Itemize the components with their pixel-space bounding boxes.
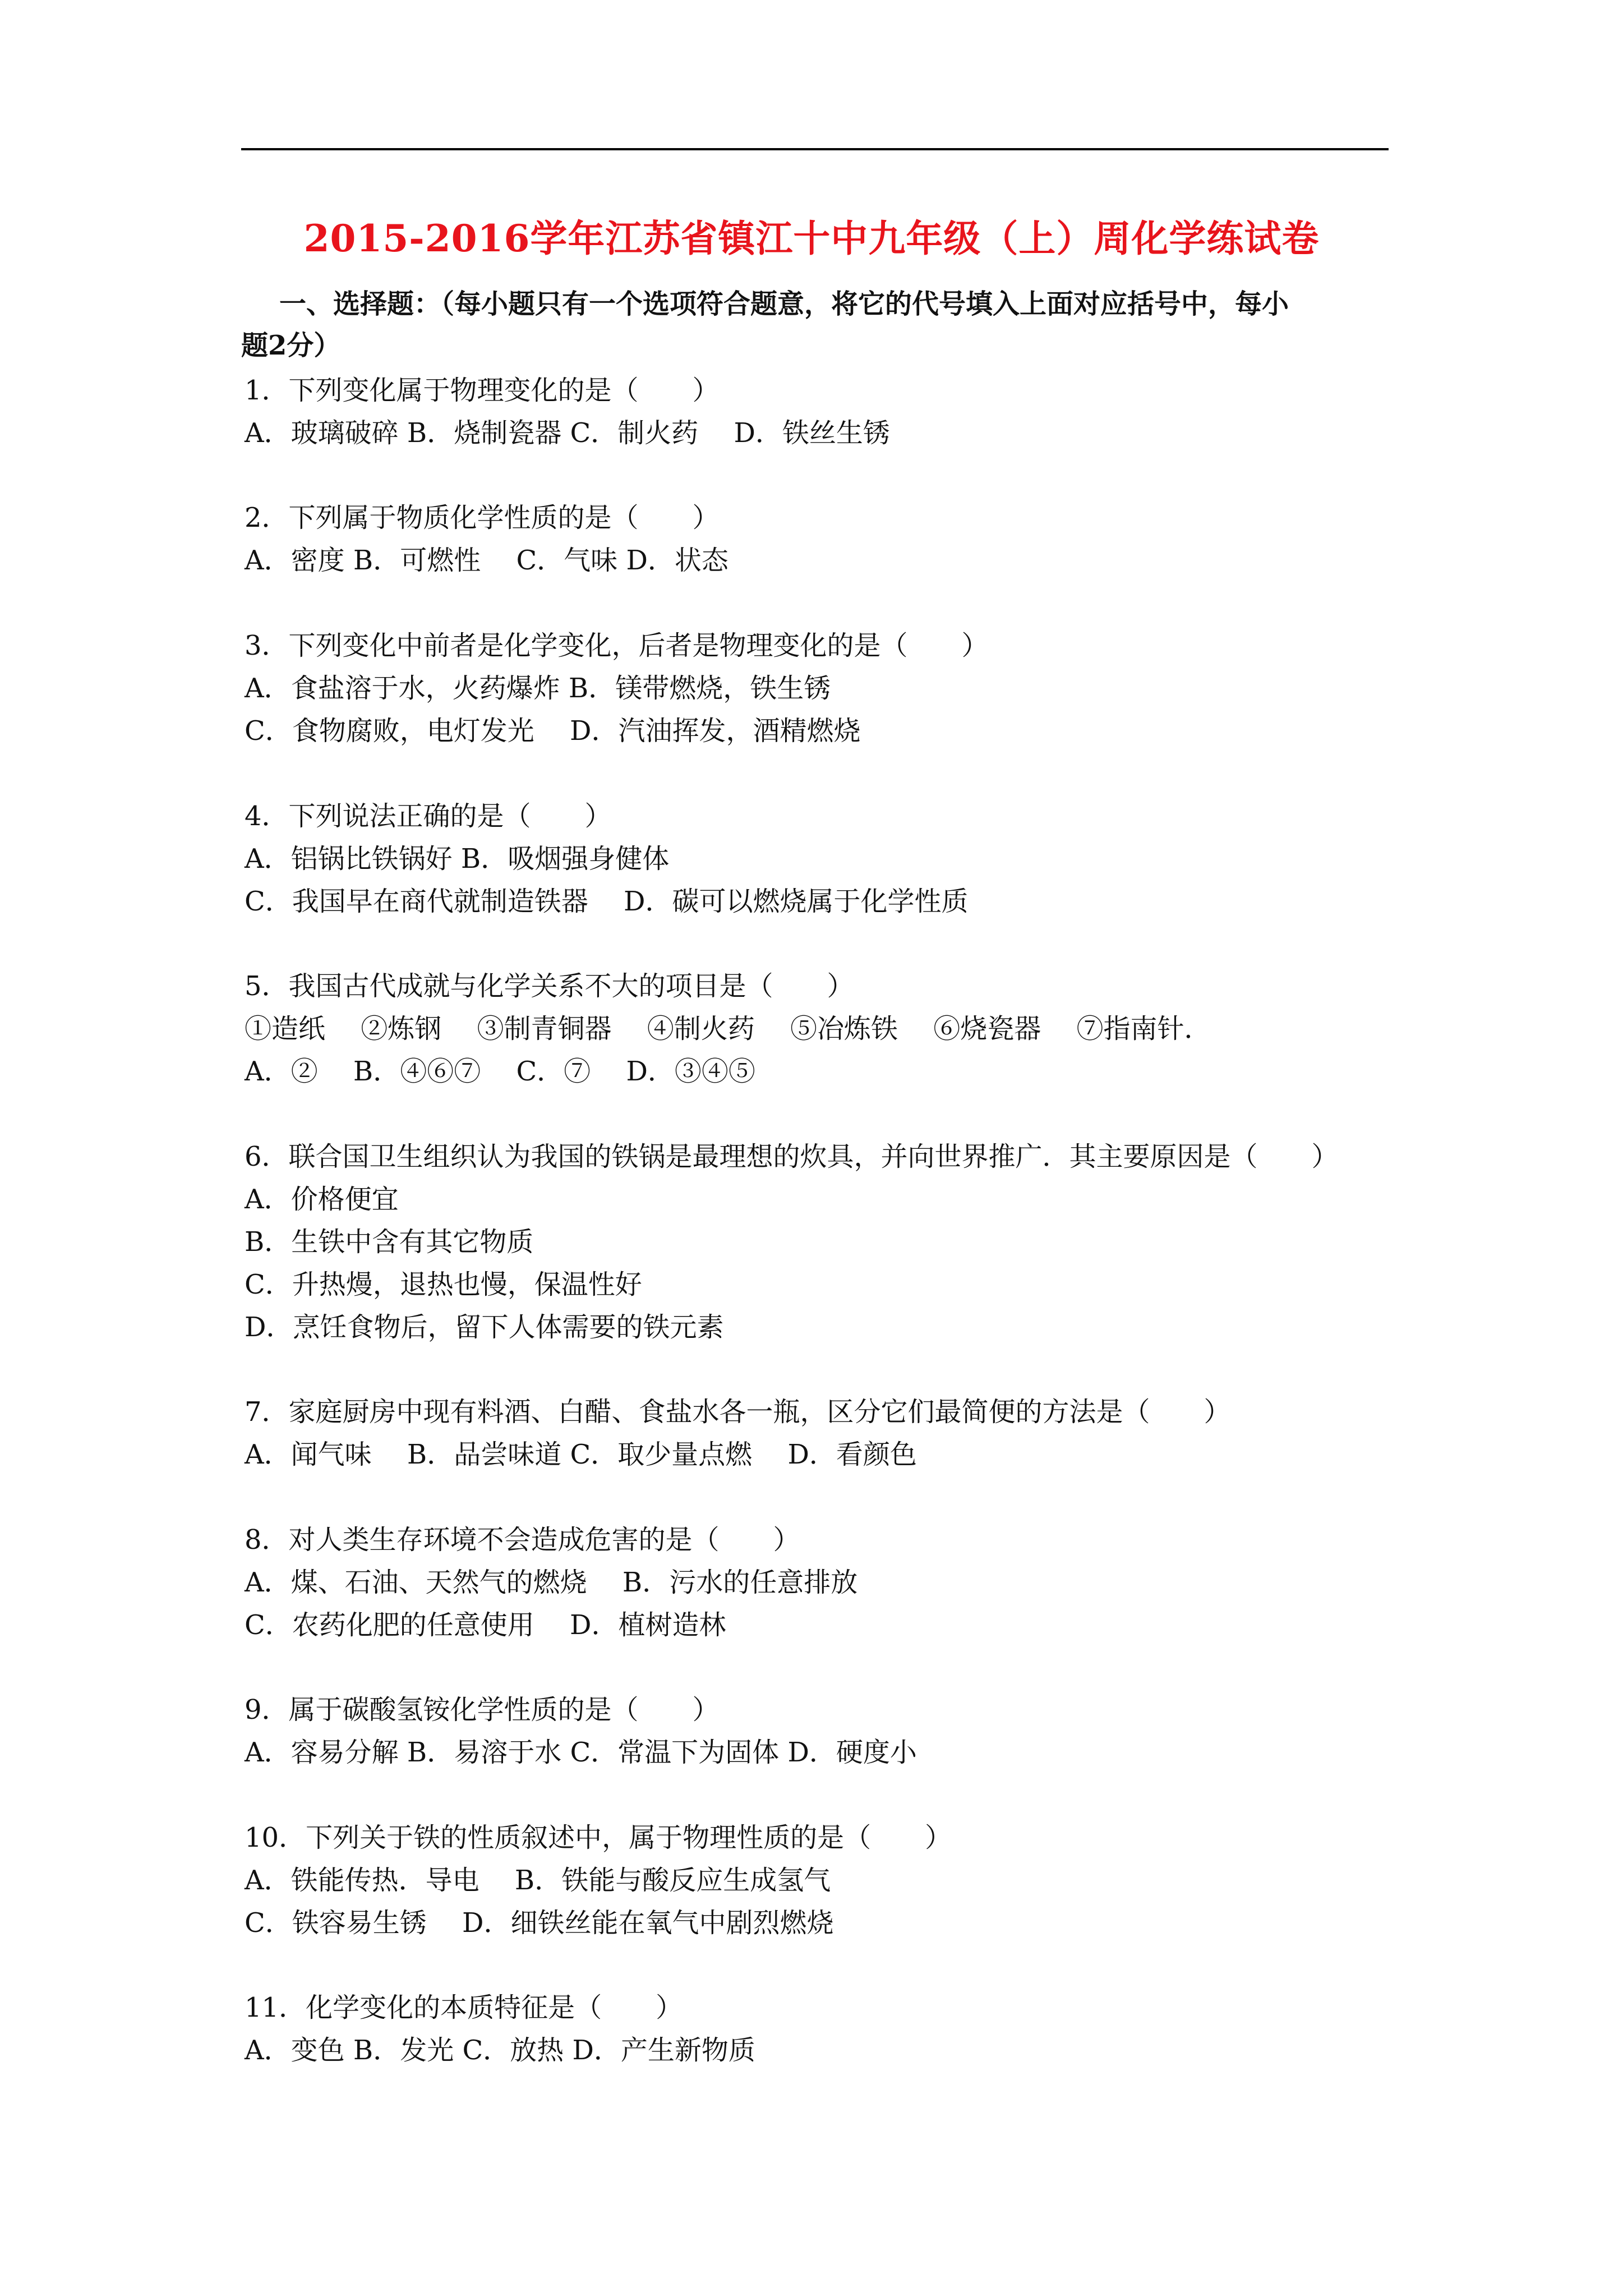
question-options: A．玻璃破碎 B．烧制瓷器 C．制火药 D．铁丝生锈: [245, 417, 890, 449]
question-11: [245, 1986, 1400, 2072]
question-7: [245, 1391, 1400, 1476]
question-options: ①造纸 ②炼钢 ③制青铜器 ④制火药 ⑤冶炼铁 ⑥烧瓷器 ⑦指南针．: [245, 1013, 1211, 1045]
question-stem: 10．下列关于铁的性质叙述中，属于物理性质的是（ ）: [245, 1822, 952, 1853]
question-6: [245, 1135, 1400, 1349]
question-options: A．② B．④⑥⑦ C．⑦ D．③④⑤: [245, 1056, 755, 1087]
question-options: C．我国早在商代就制造铁器 D．碳可以燃烧属于化学性质: [245, 886, 969, 917]
question-stem: 6．联合国卫生组织认为我国的铁锅是最理想的炊具，并向世界推广．其主要原因是（ ）: [245, 1141, 1339, 1172]
question-8: [245, 1519, 1400, 1646]
question-10: [245, 1816, 1400, 1944]
question-options: A．铁能传热．导电 B．铁能与酸反应生成氢气: [245, 1865, 831, 1896]
question-stem: 8．对人类生存环境不会造成危害的是（ ）: [245, 1524, 800, 1556]
question-5: [245, 965, 1400, 1093]
question-options: D．烹饪食物后，留下人体需要的铁元素: [245, 1312, 724, 1343]
question-stem: 4．下列说法正确的是（ ）: [245, 800, 612, 832]
question-options: A．密度 B．可燃性 C．气味 D．状态: [245, 545, 728, 576]
question-1: [245, 369, 1400, 454]
question-options: C．食物腐败，电灯发光 D．汽油挥发，酒精燃烧: [245, 715, 861, 747]
question-stem: 9．属于碳酸氢铵化学性质的是（ ）: [245, 1694, 720, 1726]
section-heading-line-2: 题2分）: [241, 330, 341, 361]
question-options: B．生铁中含有其它物质: [245, 1226, 534, 1258]
header-rule: [241, 148, 1389, 150]
question-stem: 11．化学变化的本质特征是（ ）: [245, 1992, 683, 2023]
question-options: A．食盐溶于水，火药爆炸 B．镁带燃烧，铁生锈: [245, 673, 831, 704]
section-heading: [241, 283, 1396, 366]
question-options: A．容易分解 B．易溶于水 C．常温下为固体 D．硬度小: [245, 1737, 917, 1768]
question-options: C．铁容易生锈 D．细铁丝能在氧气中剧烈燃烧: [245, 1907, 834, 1939]
question-options: C．农药化肥的任意使用 D．植树造林: [245, 1609, 726, 1641]
section-heading-line-1: 一、选择题：（每小题只有一个选项符合题意，将它的代号填入上面对应括号中，每小: [279, 288, 1289, 320]
question-options: A．煤、石油、天然气的燃烧 B．污水的任意排放: [245, 1567, 858, 1598]
question-options: A．铝锅比铁锅好 B．吸烟强身健体: [245, 843, 670, 875]
question-stem: 7．家庭厨房中现有料酒、白醋、食盐水各一瓶，区分它们最简便的方法是（ ）: [245, 1396, 1231, 1428]
question-stem: 3．下列变化中前者是化学变化，后者是物理变化的是（ ）: [245, 630, 989, 661]
question-options: A．变色 B．发光 C．放热 D．产生新物质: [245, 2035, 755, 2066]
question-stem: 5．我国古代成就与化学关系不大的项目是（ ）: [245, 970, 854, 1002]
question-9: [245, 1688, 1400, 1774]
question-4: [245, 795, 1400, 923]
page-title: 2015-2016学年江苏省镇江十中九年级（上）周化学练试卷: [303, 217, 1320, 260]
question-stem: 2．下列属于物质化学性质的是（ ）: [245, 502, 720, 533]
question-3: [245, 624, 1400, 752]
question-2: [245, 496, 1400, 582]
question-options: A．价格便宜: [245, 1184, 399, 1215]
question-options: A．闻气味 B．品尝味道 C．取少量点燃 D．看颜色: [245, 1439, 917, 1470]
question-options: C．升热熳，退热也慢，保温性好: [245, 1269, 642, 1300]
question-stem: 1．下列变化属于物理变化的是（ ）: [245, 375, 720, 406]
